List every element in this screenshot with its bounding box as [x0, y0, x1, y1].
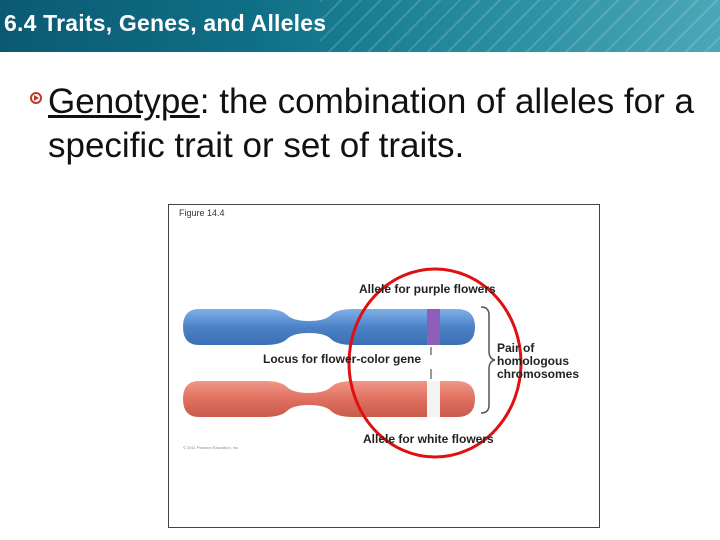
bullet-arrow-icon	[30, 92, 42, 104]
header-dna-pattern	[320, 0, 720, 52]
slide-title: 6.4 Traits, Genes, and Alleles	[4, 10, 327, 36]
chromosome-figure	[168, 204, 600, 528]
purple-allele-band	[427, 309, 440, 345]
label-allele-purple: Allele for purple flowers	[359, 282, 496, 296]
bullet-text	[48, 80, 698, 168]
term-genotype: Genotype	[48, 82, 200, 121]
definition-text: : the combination of alleles for a specific trait or set of traits.	[48, 82, 694, 165]
label-pair-line3: chromosomes	[497, 367, 580, 381]
figure-caption: Figure 14.4	[179, 208, 225, 218]
label-locus: Locus for flower-color gene	[263, 352, 422, 366]
copyright-text: © 2011 Pearson Education, Inc.	[183, 445, 240, 450]
white-allele-band	[427, 381, 440, 417]
pair-bracket	[481, 307, 495, 413]
slide-header	[0, 0, 720, 52]
label-pair-line1: Pair of	[497, 341, 535, 355]
label-allele-white: Allele for white flowers	[363, 432, 494, 446]
label-pair-line2: homologous	[497, 354, 569, 368]
